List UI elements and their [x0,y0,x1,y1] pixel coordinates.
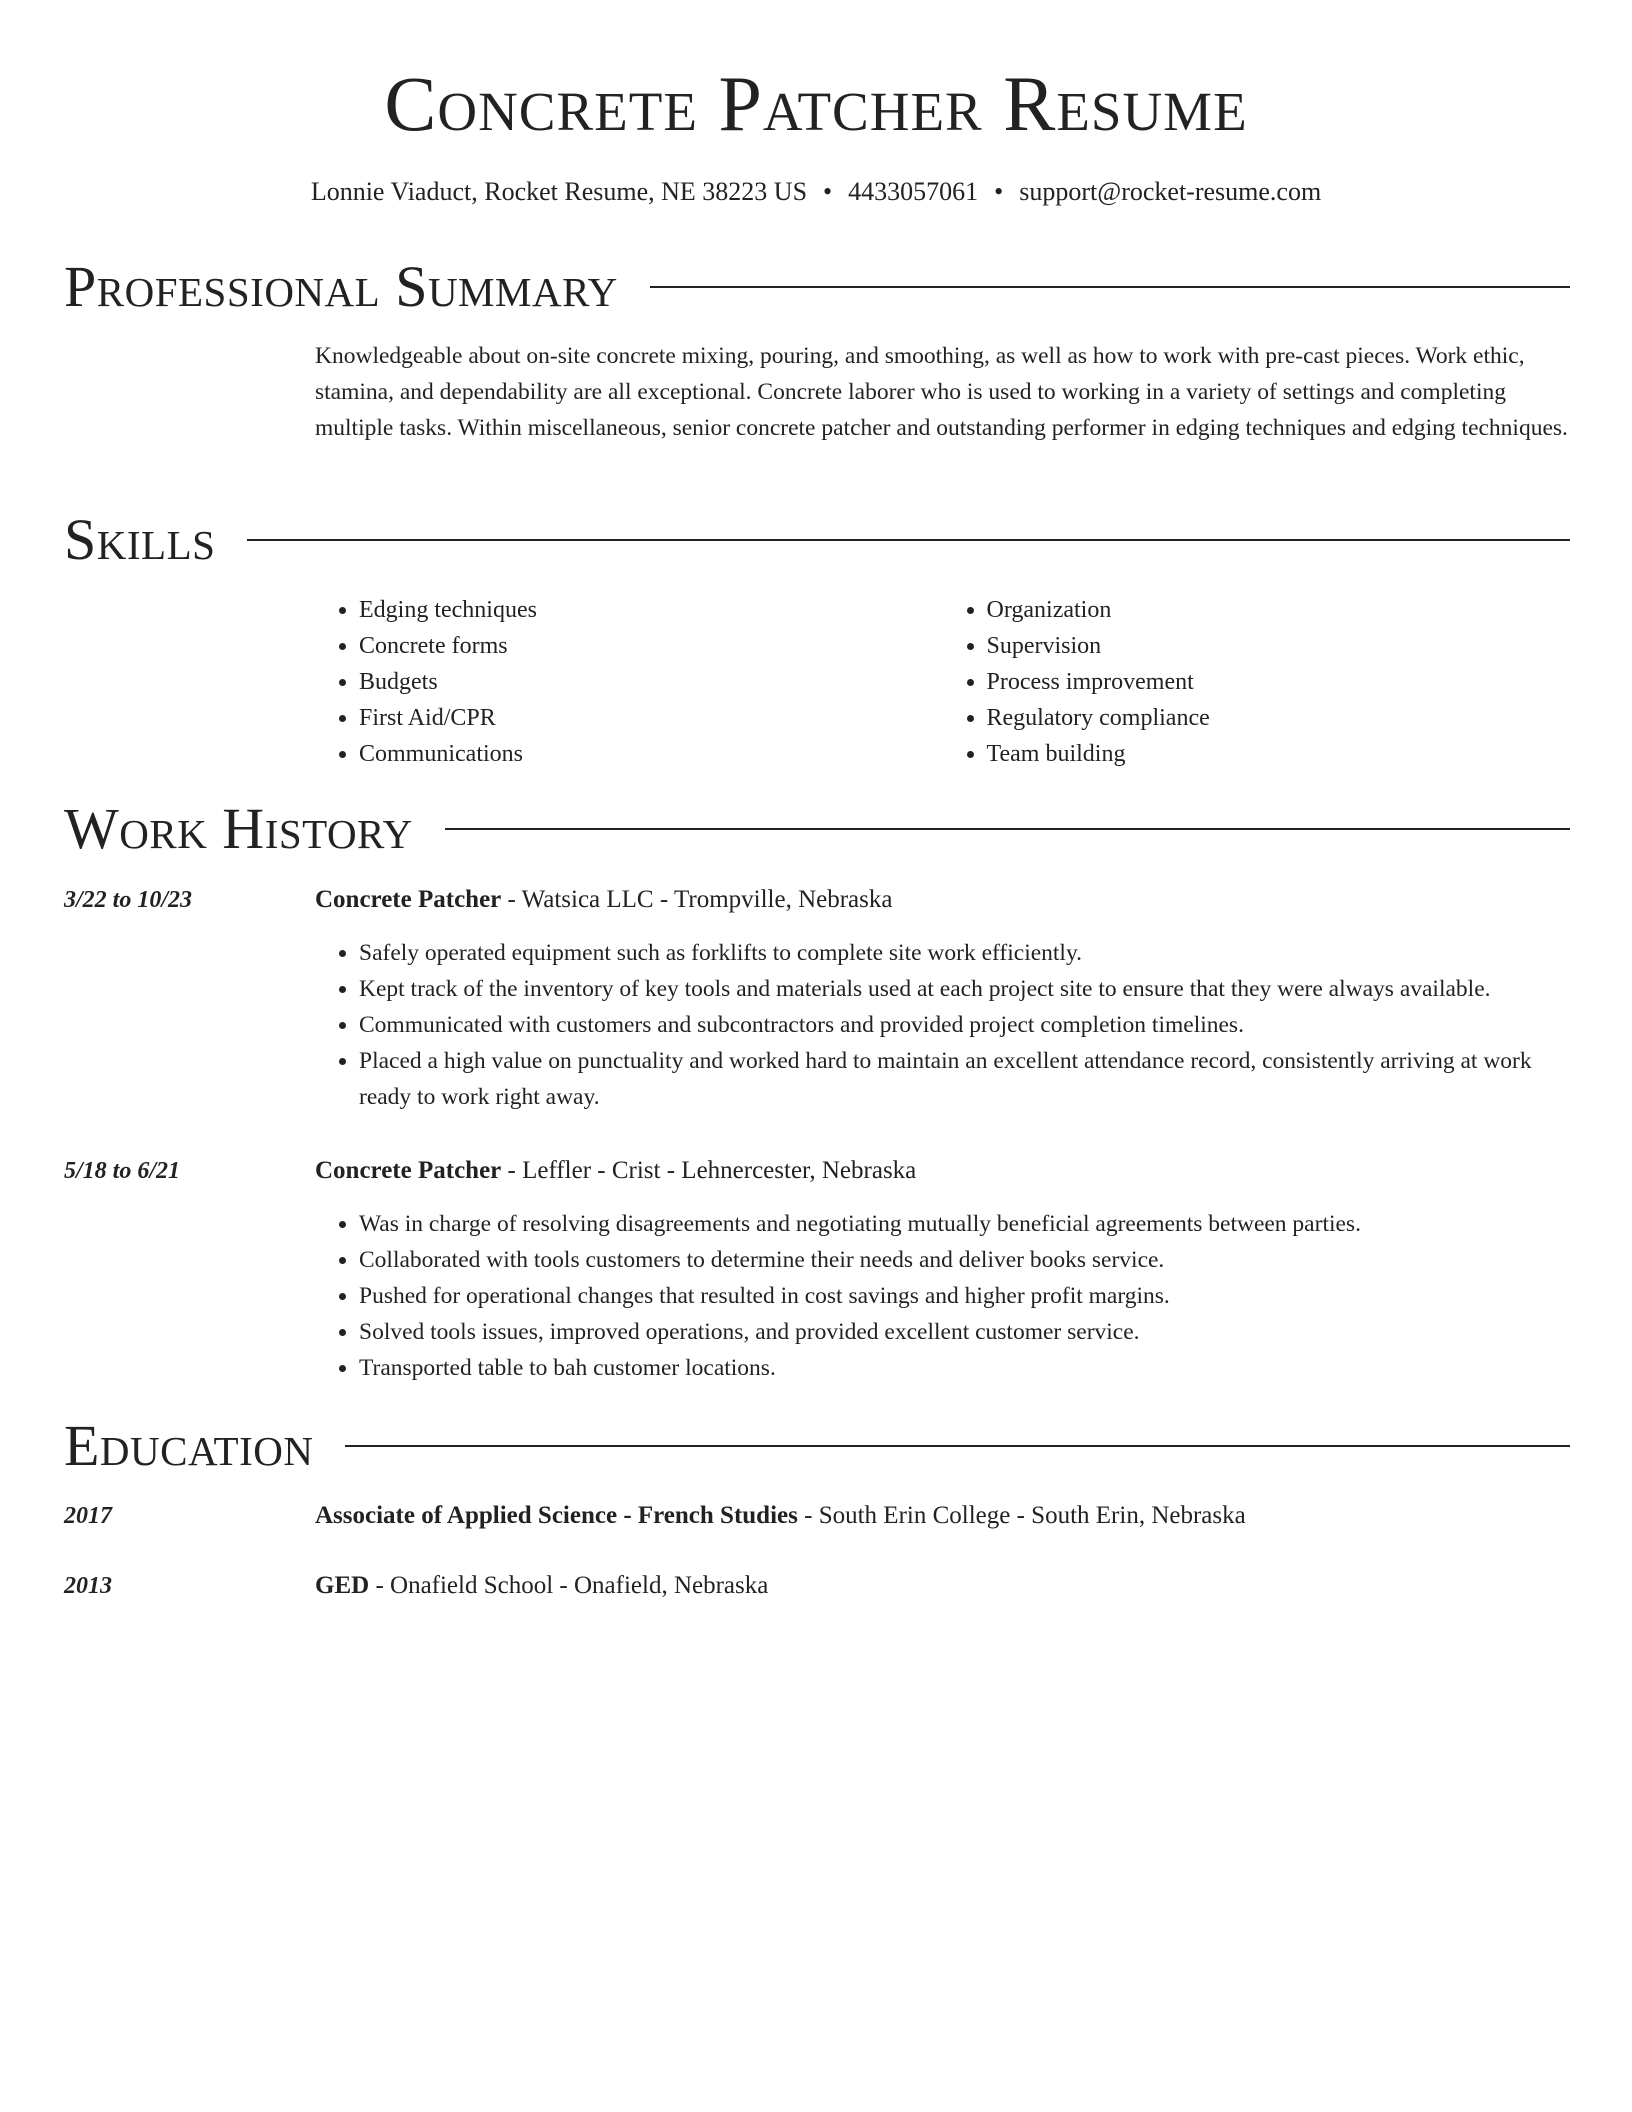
summary-section-header [64,252,1570,322]
work-bullet: • Communicated with customers and subcontractors and provided project completion timelines. [359,1007,1570,1043]
work-dates: 5/18 to 6/21 [64,1158,181,1184]
education-school: - Onafield School - Onafield, Nebraska [369,1572,769,1599]
section-divider [247,539,1570,541]
education-entry-body [315,1498,1570,1534]
skills-section-header [64,505,1570,575]
resume-title: Concrete Patcher Resume [384,60,1248,147]
education-entry-body [315,1568,1570,1604]
work-bullet: • Transported table to bah customer locations. [359,1350,1570,1386]
contact-phone: 4433057061 [848,177,979,206]
section-divider [650,286,1570,288]
skill-item: • Communications [359,736,943,772]
work-title-line [315,1153,1570,1189]
work-bullets [315,1206,1570,1386]
skill-item: • Process improvement [987,664,1571,700]
skill-item: • Supervision [987,628,1571,664]
education-year: 2013 [64,1573,112,1599]
education-year: 2017 [64,1503,112,1529]
skill-item: • Team building [987,736,1571,772]
job-title: Concrete Patcher [315,1157,502,1184]
summary-text: Knowledgeable about on-site concrete mixing, pouring, and smoothing, as well as how to work with pre-cast pieces. Work ethic, stamina, and dependability are all exceptional. Concrete laborer who is used to working in a variety of settings and completing multiple tasks. Within miscellaneous, senior concrete patcher and outstanding performer in edging techniques and edging techniques. [315,343,1568,441]
work-dates: 3/22 to 10/23 [64,887,193,913]
work-section-header [64,794,1570,864]
work-bullet: • Collaborated with tools customers to determine their needs and deliver books service. [359,1242,1570,1278]
education-section-header [64,1411,1570,1481]
section-title-skills: Skills [64,507,216,572]
skill-item: • Budgets [359,664,943,700]
job-employer: - Watsica LLC - Trompville, Nebraska [501,886,893,913]
section-title-education: Education [64,1413,314,1478]
skills-list [315,592,1570,772]
work-bullet: • Pushed for operational changes that resulted in cost savings and higher profit margins. [359,1278,1570,1314]
education-degree: Associate of Applied Science - French Studies [315,1502,798,1529]
work-bullet: • Kept track of the inventory of key tools and materials used at each project site to ensure that they were always available. [359,971,1570,1007]
skill-item: • Organization [987,592,1571,628]
section-divider [445,828,1570,830]
skill-item: • Regulatory compliance [987,700,1571,736]
work-bullet: • Safely operated equipment such as forklifts to complete site work efficiently. [359,935,1570,971]
work-bullets [315,935,1570,1115]
work-bullet: • Placed a high value on punctuality and worked hard to maintain an excellent attendance record, consistently arriving at work ready to work right away. [359,1043,1570,1115]
section-title-work-history: Work History [64,796,413,861]
section-title-summary: Professional Summary [64,254,618,319]
job-employer: - Leffler - Crist - Lehnercester, Nebraska [501,1157,917,1184]
education-title-line [315,1498,1570,1534]
skill-item: • First Aid/CPR [359,700,943,736]
contact-email: support@rocket-resume.com [1019,177,1322,206]
skill-item: • Concrete forms [359,628,943,664]
work-entry-body [315,1153,1570,1386]
skills-column-left [315,592,943,772]
contact-line [0,174,1632,210]
work-bullet: • Was in charge of resolving disagreements and negotiating mutually beneficial agreements between parties. [359,1206,1570,1242]
work-title-line [315,882,1570,918]
contact-separator: • [994,177,1004,206]
education-school: - South Erin College - South Erin, Nebraska [797,1502,1246,1529]
skills-column-right [943,592,1571,772]
job-title: Concrete Patcher [315,886,502,913]
work-entry-body [315,882,1570,1115]
section-divider [345,1445,1570,1447]
education-title-line [315,1568,1570,1604]
contact-separator: • [823,177,833,206]
education-degree: GED [315,1572,370,1599]
skill-item: • Edging techniques [359,592,943,628]
contact-address: Lonnie Viaduct, Rocket Resume, NE 38223 US [310,177,808,206]
work-bullet: • Solved tools issues, improved operations, and provided excellent customer service. [359,1314,1570,1350]
